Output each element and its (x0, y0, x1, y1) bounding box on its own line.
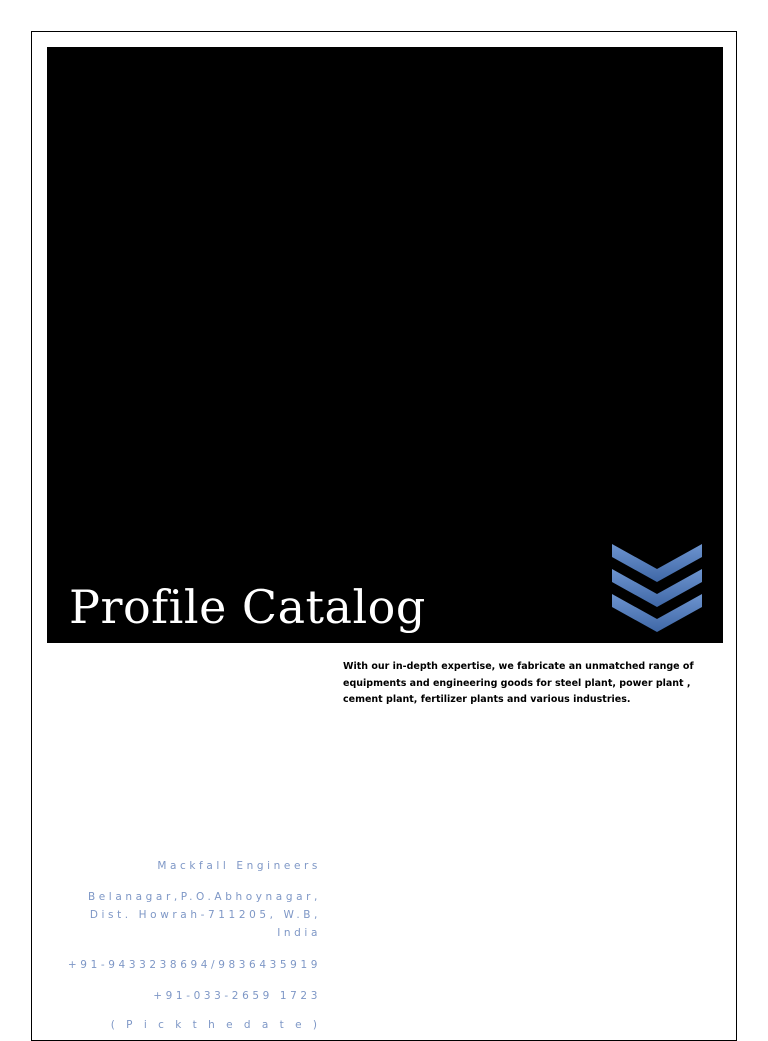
address-line-2: Dist. Howrah-711205, W.B, (89, 909, 321, 921)
address-line-3: India (277, 927, 321, 939)
chevron-stack-icon (612, 544, 702, 634)
company-address (60, 888, 321, 942)
intro-paragraph: With our in-depth expertise, we fabricate an unmatched range of equipments and engineering goods for steel plant, power plant , cement plant, fertilizer plants and various industries. (343, 661, 694, 705)
address-line-1: Belanagar,P.O.Abhoynagar, (87, 891, 321, 903)
cover-black-block (47, 47, 723, 643)
phone-mobile: +91-9433238694/9836435919 (67, 959, 321, 971)
company-name: Mackfall Engineers (157, 860, 321, 872)
date-placeholder: ( P i c k t h e d a t e ) (110, 1019, 321, 1031)
phone-landline: +91-033-2659 1723 (153, 990, 321, 1002)
cover-title: Profile Catalog (69, 580, 426, 634)
